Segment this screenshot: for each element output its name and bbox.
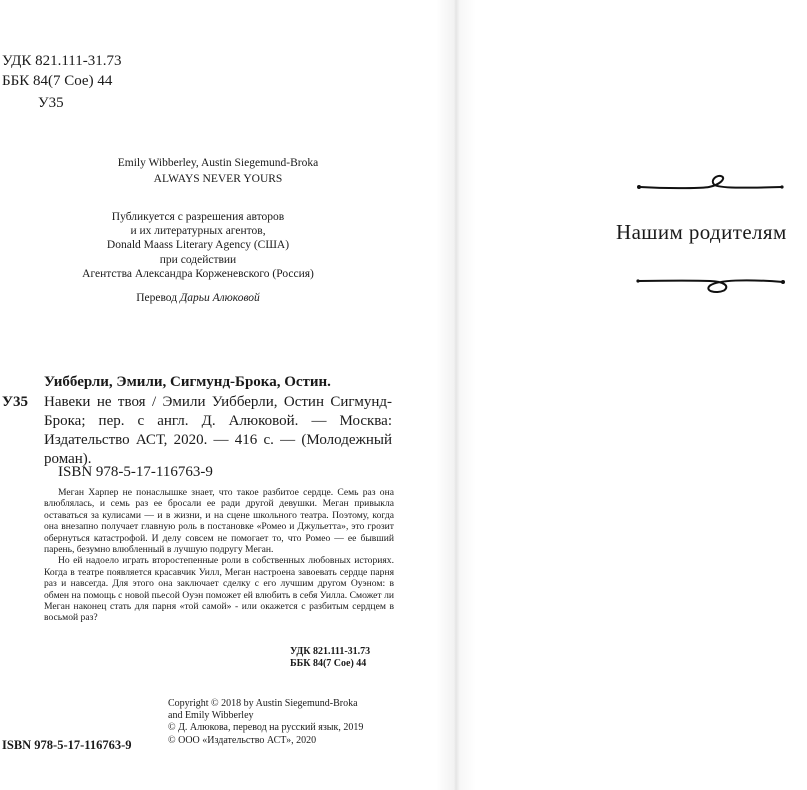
copyright-line-2: and Emily Wibberley (168, 710, 254, 722)
copyright-line-3: © Д. Алюкова, перевод на русский язык, 2019 (168, 722, 364, 734)
catalog-mark: У35 (2, 394, 29, 410)
permission-line-4: при содействии (159, 254, 237, 266)
bottom-udk-code: УДК 821.111-31.73 (290, 646, 371, 657)
bottom-bbk-code: ББК 84(7 Сое) 44 (290, 658, 367, 669)
annotation (44, 487, 394, 624)
copyright-block (168, 698, 408, 747)
original-title: ALWAYS NEVER YOURS (153, 173, 283, 185)
permission-line-1: Публикуется с разрешения авторов (111, 211, 285, 223)
catalog-heading: Уибберли, Эмили, Сигмунд-Брока, Остин. (44, 374, 331, 390)
top-flourish-ornament (634, 174, 786, 194)
annotation-paragraph-1: Меган Харпер не понаслышке знает, что такое разбитое сердце. Семь раз она влюблялась, и семь раз ее бросали ее ради другой девушки. Меган привыкла оставаться за кулисами — и в жизни, и на сцене школьного театра. Поэтому, когда она внезапно получает главную роль в постановке «Ромео и Джульетта», это грозит обернуться катастрофой. И делу совсем не помогает то, что Ромео — ее бывший парень, безумно влюбленный в лучшую подругу Меган. (44, 487, 394, 556)
copyright-line-4: © ООО «Издательство АСТ», 2020 (168, 734, 317, 746)
catalog-description: Навеки не твоя / Эмили Уибберли, Остин Сигмунд-Брока; пер. с англ. Д. Алюковой. — Москва: Издательство АСТ, 2020. — 416 с. — (Молодежный роман). (44, 394, 392, 467)
permission-line-2: и их литературных агентов, (130, 225, 266, 237)
bottom-flourish-ornament (634, 275, 786, 295)
copyright-line-1: Copyright © 2018 by Austin Siegemund-Broka (168, 698, 358, 709)
bbk-code: ББК 84(7 Сое) 44 (2, 73, 113, 89)
permission-line-5: Агентства Александра Корженевского (Россия) (82, 268, 314, 280)
dedication-text: Нашим родителям (616, 220, 787, 244)
translation-credit (0, 291, 396, 305)
translation-prefix: Перевод (136, 292, 180, 304)
author-mark: У35 (38, 95, 64, 111)
translator-name: Дарьи Алюковой (179, 292, 260, 304)
isbn-footer: ISBN 978-5-17-116763-9 (2, 738, 132, 752)
original-authors: Emily Wibberley, Austin Siegemund-Broka (117, 157, 319, 169)
permission-line-3: Donald Maass Literary Agency (США) (106, 239, 290, 251)
catalog-isbn: ISBN 978-5-17-116763-9 (58, 464, 213, 480)
udk-code: УДК 821.111-31.73 (2, 53, 122, 69)
right-page (455, 0, 807, 790)
annotation-paragraph-2: Но ей надоело играть второстепенные роли в собственных любовных историях. Когда в театре появляется красавчик Уилл, Меган настроена завоевать сердце парня раз и навсегда. Для этого она заключает сделку с его лучшим другом Оуэном: в обмен на помощь с новой пьесой Оуэн поможет ей влюбить в себя Уилла. Сможет ли Меган наконец стать для парня «той самой» - или окажется с разбитым сердцем в восьмой раз? (44, 555, 394, 624)
